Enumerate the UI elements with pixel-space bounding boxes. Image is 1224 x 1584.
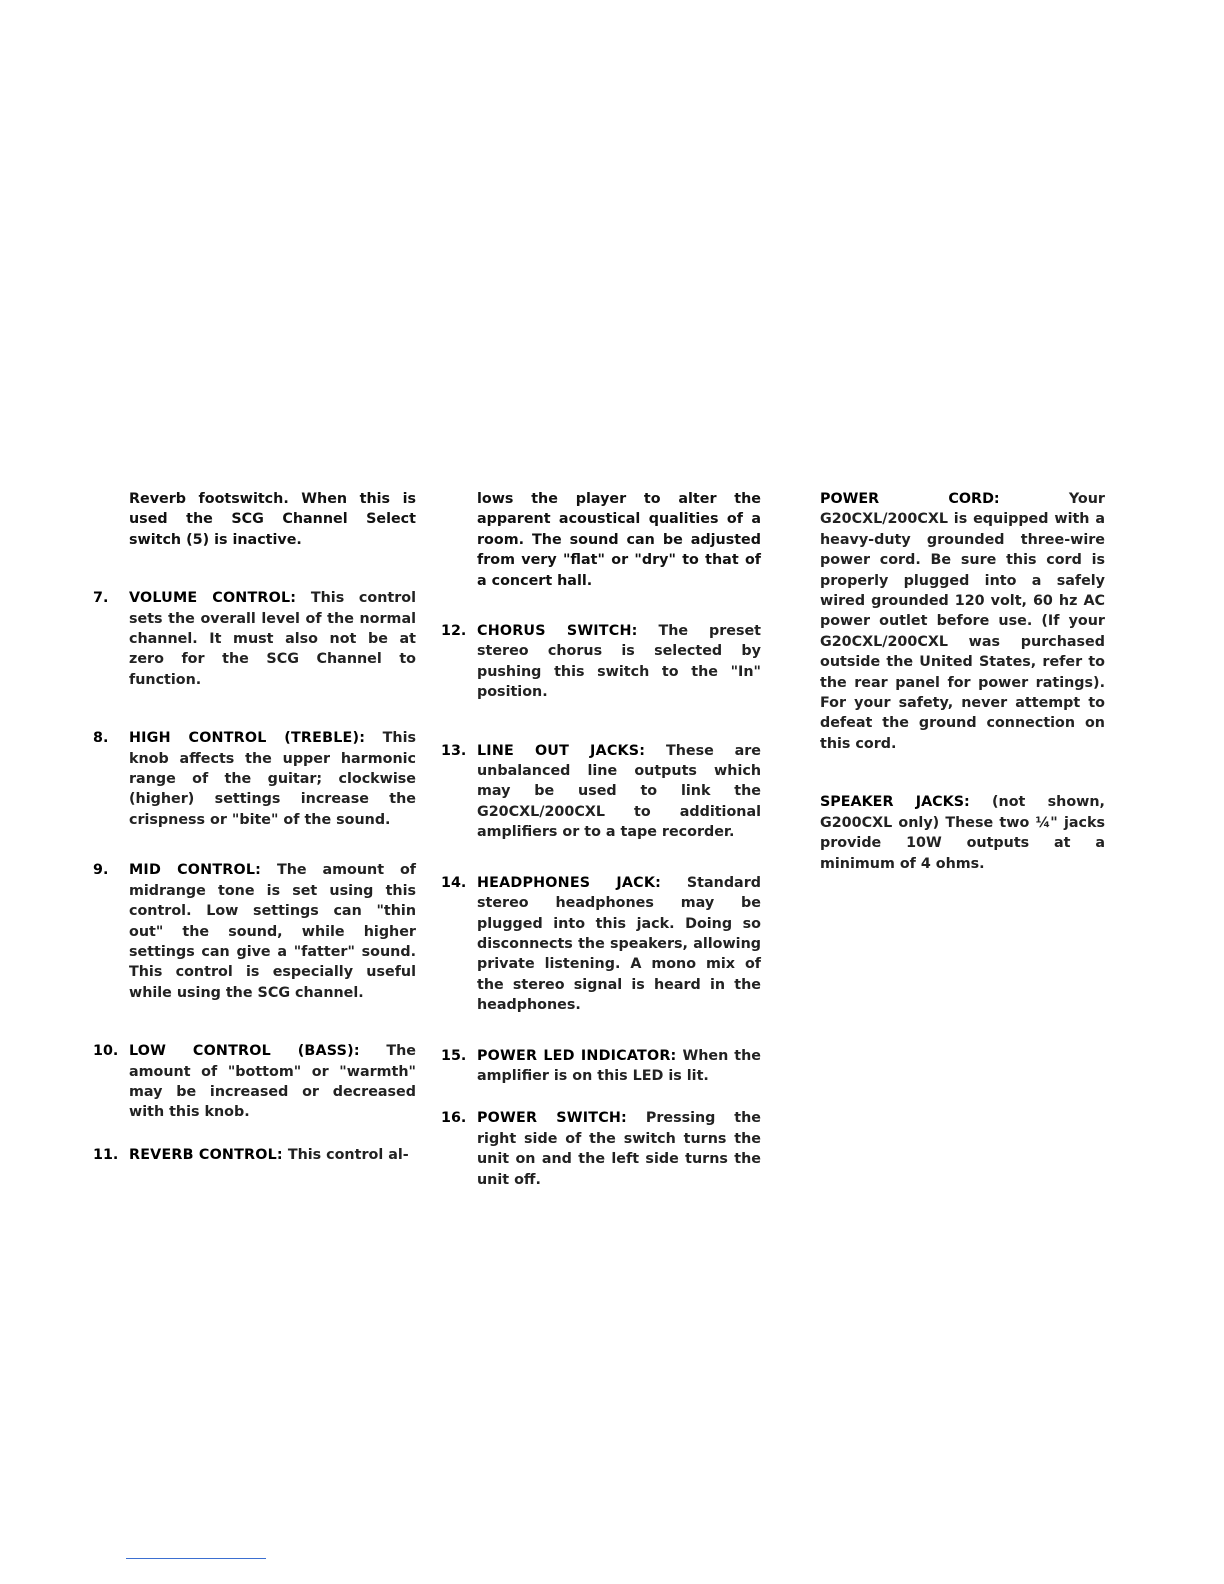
item-body: Your G20CXL/200CXL is equipped with a heavy-duty grounded three-wire power cord. Be sure this cord is properly plugged into a safely wired grounded 120 volt, 60 hz AC power outlet before use. (If your G20CXL/200CXL was purchased outside the United States, refer to the rear panel for power ratings). For your safety, never attempt to defeat the ground connection on this cord. [820, 491, 1105, 752]
item-volume-control [93, 588, 416, 690]
item-body: Pressing the right side of the switch turns the unit on and the left side turns the unit off. [477, 1110, 761, 1188]
item-heading: POWER SWITCH: [477, 1110, 627, 1127]
item-headphones-jack [441, 873, 761, 1016]
item-heading: CHORUS SWITCH: [477, 623, 638, 640]
item-body: Standard stereo headphones may be plugged into this jack. Doing so disconnects the speakers, allowing private listening. A mono mix of the stereo signal is heard in the headphones. [477, 874, 761, 1014]
item-body: The preset stereo chorus is selected by pushing this switch to the "In" position. [477, 623, 761, 701]
item-body: These are unbalanced line outputs which may be used to link the G20CXL/200CXL to additional amplifiers or to a tape recorder. [477, 742, 761, 841]
item-number: 12. [441, 623, 467, 640]
item-chorus-switch [441, 621, 761, 703]
item-body: This control al- [282, 1146, 409, 1163]
column-left [93, 489, 416, 1165]
continued-paragraph: Reverb footswitch. When this is used the SCG Channel Select switch (5) is inactive. [129, 491, 416, 548]
item-heading: SPEAKER JACKS: [820, 794, 970, 811]
item-body: When the amplifier is on this LED is lit. [477, 1047, 761, 1084]
item-heading: HIGH CONTROL (TREBLE): [129, 730, 366, 747]
item-number: 16. [441, 1110, 467, 1127]
item-line-out-jacks [441, 741, 761, 843]
item-heading: VOLUME CONTROL: [129, 590, 297, 607]
item-number: 14. [441, 874, 467, 891]
item-body: (not shown, G200CXL only) These two ¼" jacks provide 10W outputs at a minimum of 4 ohms. [820, 794, 1105, 872]
item-high-control [93, 728, 416, 830]
column-middle [441, 489, 761, 1190]
item-speaker-jacks [820, 792, 1105, 874]
item-number: 7. [93, 590, 109, 607]
item-low-control [93, 1041, 416, 1123]
item-heading: POWER CORD: [820, 491, 1000, 507]
item-number: 13. [441, 742, 467, 759]
item-reverb-control [93, 1145, 416, 1165]
item-heading: LOW CONTROL (BASS): [129, 1043, 360, 1060]
item-power-led-indicator [441, 1046, 761, 1087]
item-number: 8. [93, 730, 109, 747]
item-heading: MID CONTROL: [129, 862, 262, 879]
column-right [820, 489, 1105, 874]
item-heading: HEADPHONES JACK: [477, 874, 662, 891]
item-body: This control sets the overall level of the normal channel. It must also not be at zero for the SCG Channel to function. [129, 590, 416, 688]
item-power-switch [441, 1108, 761, 1190]
item-body: This knob affects the upper harmonic range of the guitar; clockwise (higher) settings increase the crispness or "bite" of the sound. [129, 730, 416, 828]
item-number: 10. [93, 1043, 119, 1060]
item-heading: POWER LED INDICATOR: [477, 1047, 677, 1064]
continued-paragraph: lows the player to alter the apparent acoustical qualities of a room. The sound can be adjusted from very "flat" or "dry" to that of a concert hall. [477, 491, 761, 589]
footnote-rule [126, 1558, 266, 1559]
item-number: 15. [441, 1047, 467, 1064]
item-body: The amount of "bottom" or "warmth" may be increased or decreased with this knob. [129, 1043, 416, 1121]
item-number: 9. [93, 862, 109, 879]
item-power-cord [820, 489, 1105, 754]
item-heading: REVERB CONTROL: [129, 1146, 283, 1163]
item-number: 11. [93, 1146, 119, 1163]
item-heading: LINE OUT JACKS: [477, 742, 646, 759]
item-mid-control [93, 860, 416, 1003]
item-body: The amount of midrange tone is set using this control. Low settings can "thin out" the sound, while higher settings can give a "fatter" sound. This control is especially useful while using the SCG channel. [129, 862, 416, 1001]
